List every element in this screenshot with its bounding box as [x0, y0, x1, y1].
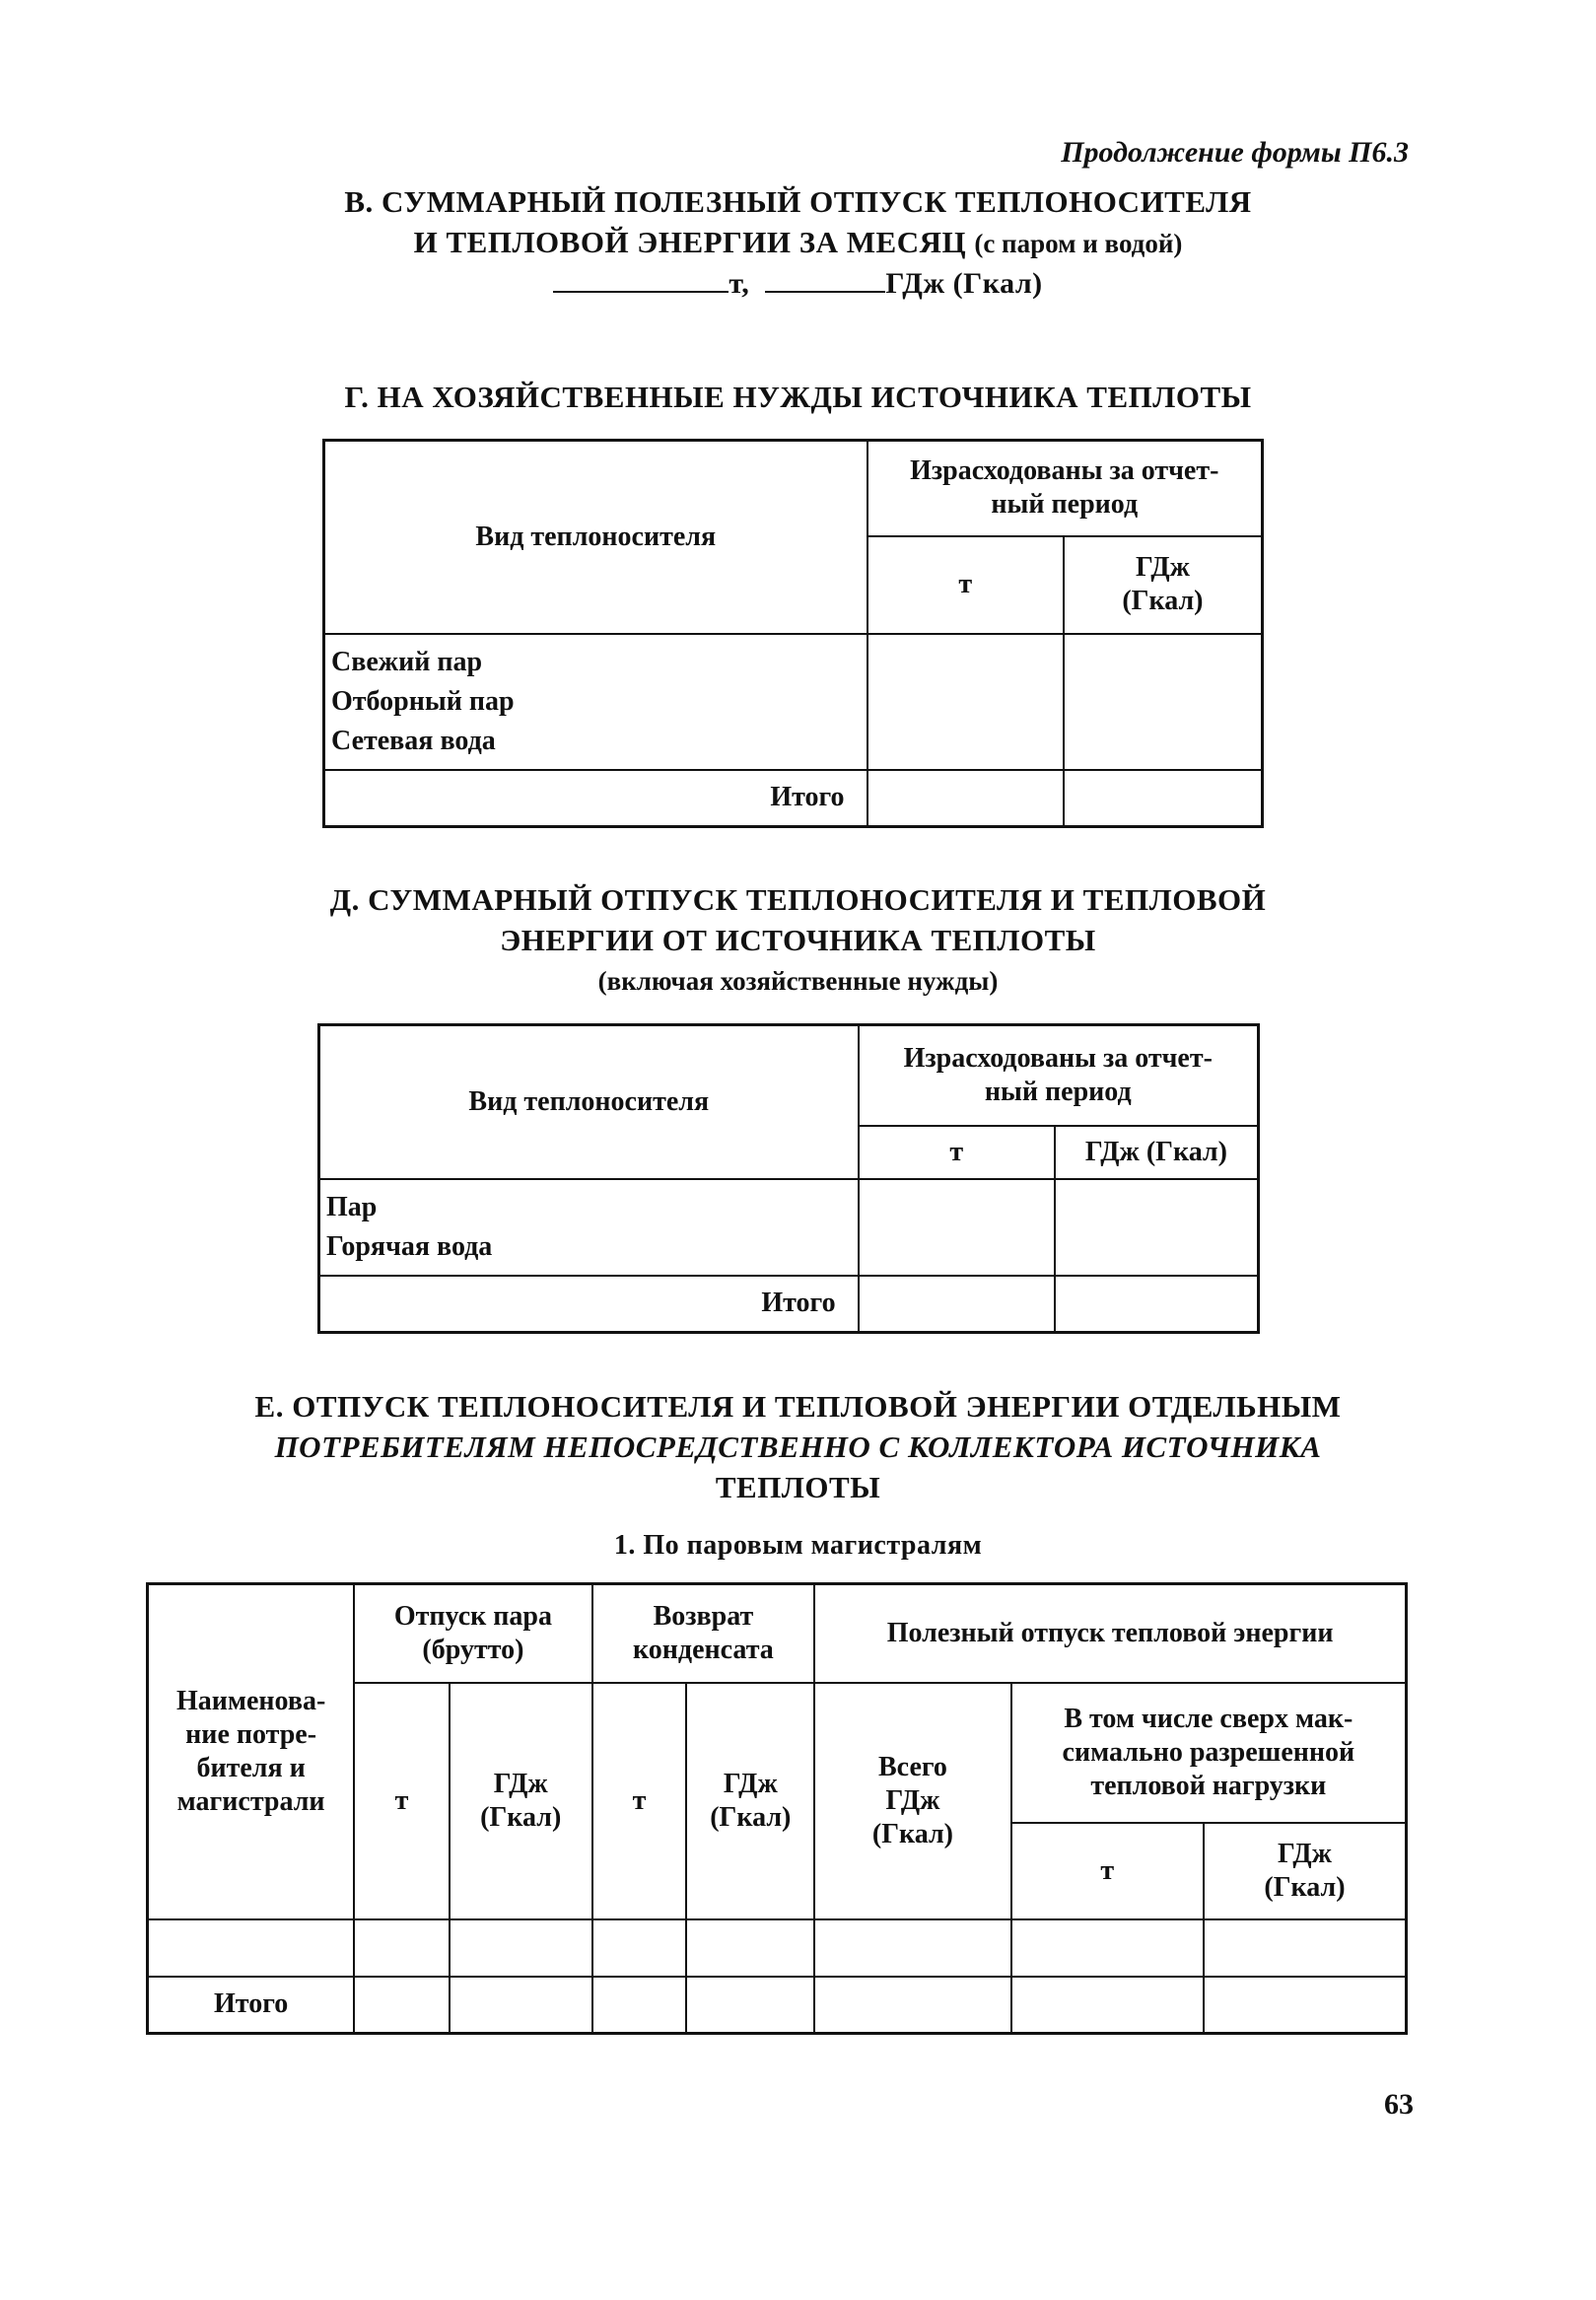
section-v-title-line2-text: И ТЕПЛОВОЙ ЭНЕРГИИ ЗА МЕСЯЦ: [413, 225, 967, 259]
e-col-over-line1: В том числе сверх мак-: [1064, 1703, 1353, 1734]
e-col-total-line1: Всего: [878, 1751, 947, 1782]
e-col-name-line3: бителя и: [196, 1752, 306, 1783]
g-total-label: Итого: [324, 770, 867, 827]
unit-gj: ГДж (Гкал): [885, 267, 1043, 300]
e-data-name[interactable]: [148, 1919, 355, 1977]
section-d-title-line2: ЭНЕРГИИ ОТ ИСТОЧНИКА ТЕПЛОТЫ: [500, 923, 1096, 957]
g-total-gj[interactable]: [1064, 770, 1263, 827]
e-col-steam: [354, 1584, 591, 1683]
section-g-title: Г. НА ХОЗЯЙСТВЕННЫЕ НУЖДЫ ИСТОЧНИКА ТЕПЛОТЫ: [344, 380, 1252, 414]
d-row-steam: Пар: [326, 1191, 378, 1222]
blank-line-t[interactable]: [553, 265, 729, 293]
section-d-title-note: (включая хозяйственные нужды): [597, 966, 999, 996]
g-row-network-water: Сетевая вода: [331, 725, 496, 756]
e-data-over-gj[interactable]: [1204, 1919, 1407, 1977]
d-total-gj[interactable]: [1055, 1276, 1259, 1333]
g-col-spent: [867, 441, 1263, 536]
e-col-over-line3: тепловой нагрузки: [1090, 1770, 1327, 1801]
e-col-return: [592, 1584, 815, 1683]
d-col-spent-line2: ный период: [984, 1076, 1132, 1107]
e-col-return-line2: конденсата: [633, 1634, 774, 1665]
e-col-steam-gj: [450, 1683, 592, 1919]
e-col-steam-gj-line2: (Гкал): [480, 1801, 562, 1833]
e-col-over-gj-line2: (Гкал): [1264, 1871, 1346, 1903]
e-data-total-gj[interactable]: [814, 1919, 1010, 1977]
g-value-t[interactable]: [867, 634, 1064, 770]
e-data-steam-gj[interactable]: [450, 1919, 592, 1977]
e-col-steam-line1: Отпуск пара: [393, 1600, 552, 1632]
d-col-spent-line1: Израсходованы за отчет-: [903, 1042, 1213, 1074]
g-col-gj: [1064, 536, 1263, 634]
e-col-total-line3: (Гкал): [871, 1818, 954, 1849]
e-data-steam-t[interactable]: [354, 1919, 450, 1977]
d-row-hot-water: Горячая вода: [326, 1230, 493, 1262]
g-col-spent-line2: ный период: [991, 489, 1139, 521]
e-col-name-line4: магистрали: [176, 1785, 325, 1817]
section-e-table: [146, 1582, 1408, 2035]
g-total-t[interactable]: [867, 770, 1064, 827]
e-col-over-gj-line1: ГДж: [1278, 1838, 1332, 1869]
e-col-total-line2: ГДж: [885, 1784, 940, 1816]
section-v-title-line2: [0, 223, 1596, 263]
d-value-t[interactable]: [859, 1179, 1055, 1276]
section-d-title-line1: Д. СУММАРНЫЙ ОТПУСК ТЕПЛОНОСИТЕЛЯ И ТЕПЛОВОЙ: [329, 882, 1267, 917]
e-col-return-gj-line2: (Гкал): [710, 1801, 792, 1833]
e-total-label: Итого: [148, 1977, 355, 2034]
unit-t: т,: [729, 267, 750, 300]
g-row-extraction-steam: Отборный пар: [331, 685, 515, 717]
section-d-table: [317, 1023, 1260, 1334]
e-col-over-t: т: [1011, 1823, 1204, 1919]
e-col-return-gj-line1: ГДж: [723, 1768, 778, 1799]
d-rows-cell: [319, 1179, 859, 1276]
e-total-return-gj[interactable]: [686, 1977, 814, 2034]
e-col-name-line2: ние потре-: [185, 1718, 317, 1750]
form-continuation-label: Продолжение формы П6.3: [1061, 136, 1409, 169]
section-v-title-note: (с паром и водой): [974, 229, 1183, 258]
e-data-over-t[interactable]: [1011, 1919, 1204, 1977]
e-total-row: [148, 1977, 1407, 2034]
e-col-total: [814, 1683, 1010, 1919]
d-col-spent: [859, 1025, 1259, 1126]
d-value-gj[interactable]: [1055, 1179, 1259, 1276]
e-data-return-gj[interactable]: [686, 1919, 814, 1977]
blank-line-gj[interactable]: [765, 265, 885, 293]
table-row: [148, 1919, 1407, 1977]
e-col-name-line1: Наименова-: [175, 1685, 326, 1716]
e-total-steam-t[interactable]: [354, 1977, 450, 2034]
e-col-over-line2: симально разрешенной: [1062, 1736, 1355, 1768]
g-col-spent-line1: Израсходованы за отчет-: [910, 455, 1219, 487]
e-col-useful: Полезный отпуск тепловой энергии: [814, 1584, 1406, 1683]
d-col-gj: ГДж (Гкал): [1055, 1126, 1259, 1179]
section-e-subtitle: 1. По паровым магистралям: [613, 1530, 983, 1561]
d-total-t[interactable]: [859, 1276, 1055, 1333]
e-col-over: [1011, 1683, 1407, 1823]
e-total-over-t[interactable]: [1011, 1977, 1204, 2034]
g-col-gj-line1: ГДж: [1135, 552, 1190, 583]
e-col-over-gj: [1204, 1823, 1407, 1919]
g-row-fresh-steam: Свежий пар: [331, 646, 483, 677]
e-col-return-line1: Возврат: [653, 1600, 754, 1632]
d-col-type: Вид теплоносителя: [319, 1025, 859, 1179]
e-total-steam-gj[interactable]: [450, 1977, 592, 2034]
page-number: 63: [1384, 2088, 1414, 2121]
e-col-steam-line2: (брутто): [422, 1634, 524, 1665]
e-col-name: [148, 1584, 355, 1919]
e-data-return-t[interactable]: [592, 1919, 687, 1977]
g-col-type: Вид теплоносителя: [324, 441, 867, 634]
e-col-return-t: т: [592, 1683, 687, 1919]
section-e-title-line3: ТЕПЛОТЫ: [715, 1470, 881, 1504]
e-col-steam-gj-line1: ГДж: [493, 1768, 548, 1799]
g-rows-cell: [324, 634, 867, 770]
d-col-t: т: [859, 1126, 1055, 1179]
g-col-t: т: [867, 536, 1064, 634]
e-total-return-t[interactable]: [592, 1977, 687, 2034]
g-value-gj[interactable]: [1064, 634, 1263, 770]
d-total-label: Итого: [319, 1276, 859, 1333]
e-total-over-gj[interactable]: [1204, 1977, 1407, 2034]
e-col-return-gj: [686, 1683, 814, 1919]
section-v-units-row: [0, 264, 1596, 303]
section-e-title-line1: Е. ОТПУСК ТЕПЛОНОСИТЕЛЯ И ТЕПЛОВОЙ ЭНЕРГИИ ОТДЕЛЬНЫМ: [254, 1389, 1342, 1424]
g-col-gj-line2: (Гкал): [1122, 586, 1204, 616]
section-g-table: [322, 439, 1264, 828]
e-col-steam-t: т: [354, 1683, 450, 1919]
section-e-title-line2: ПОТРЕБИТЕЛЯМ НЕПОСРЕДСТВЕННО С КОЛЛЕКТОРА ИСТОЧНИКА: [274, 1429, 1322, 1464]
e-total-total-gj[interactable]: [814, 1977, 1010, 2034]
section-v-title-line1: В. СУММАРНЫЙ ПОЛЕЗНЫЙ ОТПУСК ТЕПЛОНОСИТЕЛЯ: [344, 184, 1252, 219]
